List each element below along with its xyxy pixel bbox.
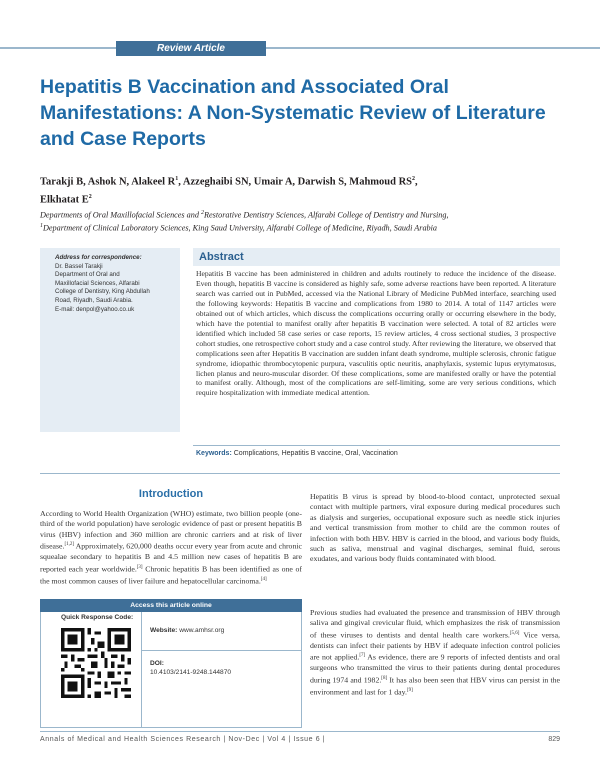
introduction-paragraph-right-1: Hepatitis B virus is spread by blood-to-blood contact, unprotected sexual contact with multiple partners, viral exposure during medical procedures such as dialysis and surgeries, occupational exposure such as needle stick injuries and vertical transmission from mother to child are the common routes of infection with both HBV. HBV is carried in the blood, and various body fluids, such as saliva, menstrual and vaginal discharges, seminal fluid, serous exudates, and various body fluids contaminated with blood. [310,492,560,564]
intro-left-c: Chronic hepatitis B has been identified as one of the most common causes of liver failure and hepatocellular carcinoma. [40,564,302,586]
correspondence-title: Address for correspondence: [55,254,142,261]
section-divider [40,473,560,474]
introduction-paragraph-right-2 [310,608,560,698]
affil-line2: Department of Clinical Laboratory Sciences, King Saud University, Alfarabi College of Medicine, Riyadh, Saudi Arabia [43,223,438,233]
citation[interactable]: [3] [136,564,143,570]
correspondence-line: College of Dentistry, King Abdullah [55,288,150,296]
access-box-heading: Access this article online [40,599,302,612]
affil-part1: Departments of Oral Maxillofacial Sciences and [40,210,201,220]
affil-sup1: 2 [201,210,204,216]
intro-right2-a: Previous studies had evaluated the presence and transmission of HBV through saliva and gingival crevicular fluid, which emphasizes the risk of transmission of these viruses to dentists and dental health care workers. [310,608,560,640]
keywords-list: Complications, Hepatitis B vaccine, Oral, Vaccination [233,450,398,457]
introduction-paragraph-left [40,509,302,587]
citation[interactable]: [1,2] [64,542,75,548]
correspondence-line: Department of Oral and [55,271,120,279]
footer-rule [40,731,560,732]
journal-footer: Annals of Medical and Health Sciences Research | Nov-Dec | Vol 4 | Issue 6 | [40,736,326,743]
abstract-text: Hepatitis B vaccine has been administered in children and adults routinely to reduce the incidence of the disease. Even though, hepatitis B vaccine is considered as highly safe, some adverse reactions have been reported. A literature search was carried out in PubMed, accessed via the National Library of Medicine PubMed interface, searching used the following keywords: Hepatitis B vaccine and complications from 1980 to 2014. A total of 1147 articles were obtained out of which articles, which discuss the complications occurring orally or occurring elsewhere in the body, which have the potential to manifest orally after hepatitis B vaccination were selected. A total of 82 articles were identified which included 58 case series or case reports, 15 review articles, 4 cross sectional studies, 3 prospective cohort studies, one retrospective cohort study and a case control study. After reviewing the literature, we observed that complications seen after Hepatitis B vaccination are sudden infant death syndrome, multiple sclerosis, chronic fatigue syndrome, idiopathic thrombocytopenic purpura, vasculitis optic neuritis, anaphylaxis, systemic lupus erytymatosus, lichen planus and neuro-muscular disorder. Of these complications, some are manifested orally or have the potential to manifest orally. Although, most of the complications are self-limiting, some are very serious conditions, which require hospitalization with immediate medical attention. [196,269,556,398]
access-box-divider [141,612,142,728]
qr-code-icon[interactable] [61,628,131,698]
keywords-label: Keywords: [196,450,232,457]
website-link[interactable]: www.amhsr.org [179,627,225,634]
website-info [150,627,224,634]
affil-sup2: 1 [40,222,43,229]
keywords [196,450,556,457]
intro-left-a: According to World Health Organization (WHO) estimate, two billion people (one-third of the world population) have serologic evidence of past or present hepatitis B virus (HBV) infection and 360 million are chronic carriers and at risk of liver disease. [40,509,302,551]
keywords-rule [193,445,560,446]
citation[interactable]: [7] [359,653,366,659]
citation[interactable]: [9] [406,687,413,693]
authors-sup2: 2 [412,176,416,182]
intro-left-b: Approximately, 620,000 deaths occur every year from acute and chronic squealae secondary to hepatitis B and 4.5 million new cases of hepatitis B are reported each year worldwide. [40,541,302,574]
doi-label: DOI: [150,660,164,667]
authors-sup1: 1 [175,176,179,182]
correspondence-line: Road, Riyadh, Saudi Arabia. [55,296,133,304]
correspondence-email[interactable]: E-mail: denpol@yahoo.co.uk [55,305,135,313]
correspondence-line: Maxillofacial Sciences, Alfarabi [55,279,140,287]
abstract-heading: Abstract [193,248,560,266]
citation[interactable]: [8] [381,675,388,681]
affiliations [40,208,560,233]
header-rule [0,47,600,49]
intro-right2-b: Vice versa, dentists can infect their patients by HBV if adequate infection control policies are not applied. [310,630,560,662]
correspondence-line: Dr. Bassel Tarakji [55,262,103,270]
page-number: 829 [548,736,560,743]
website-label: Website: [150,627,178,634]
authors-line2: Elkhatat E [40,194,89,205]
authors-part2: , Azzeghaibi SN, Umair A, Darwish S, Mahmoud RS [178,176,413,188]
citation[interactable]: [5,6] [509,630,520,636]
affil-part2: Restorative Dentistry Sciences, Alfarabi College of Dentistry and Nursing, [204,210,449,220]
citation[interactable]: [4] [260,576,267,582]
intro-right2-c: As evidence, there are 9 reports of infected dentists and oral surgeons who transmitted the virus to their patients during dental procedures during 1974 and 1982. [310,652,560,685]
authors-part3: , [415,176,418,188]
access-box-divider [141,650,302,651]
introduction-heading: Introduction [138,488,204,500]
article-title: Hepatitis B Vaccination and Associated Oral Manifestations: A Non-Systematic Review of Literature and Case Reports [40,76,546,150]
article-type-tab: Review Article [116,41,266,56]
intro-right2-d: It has also been seen that HBV virus can persist in the environment and last for 1 day. [310,675,560,697]
doi-value[interactable]: 10.4103/2141-9248.144870 [150,669,232,676]
authors-part1: Tarakji B, Ashok N, Alakeel R [40,176,176,188]
correspondence-box [40,248,180,432]
doi-info [150,659,231,677]
qr-label: Quick Response Code: [61,614,134,621]
author-list [40,172,560,207]
authors-sup3: 2 [88,193,92,200]
